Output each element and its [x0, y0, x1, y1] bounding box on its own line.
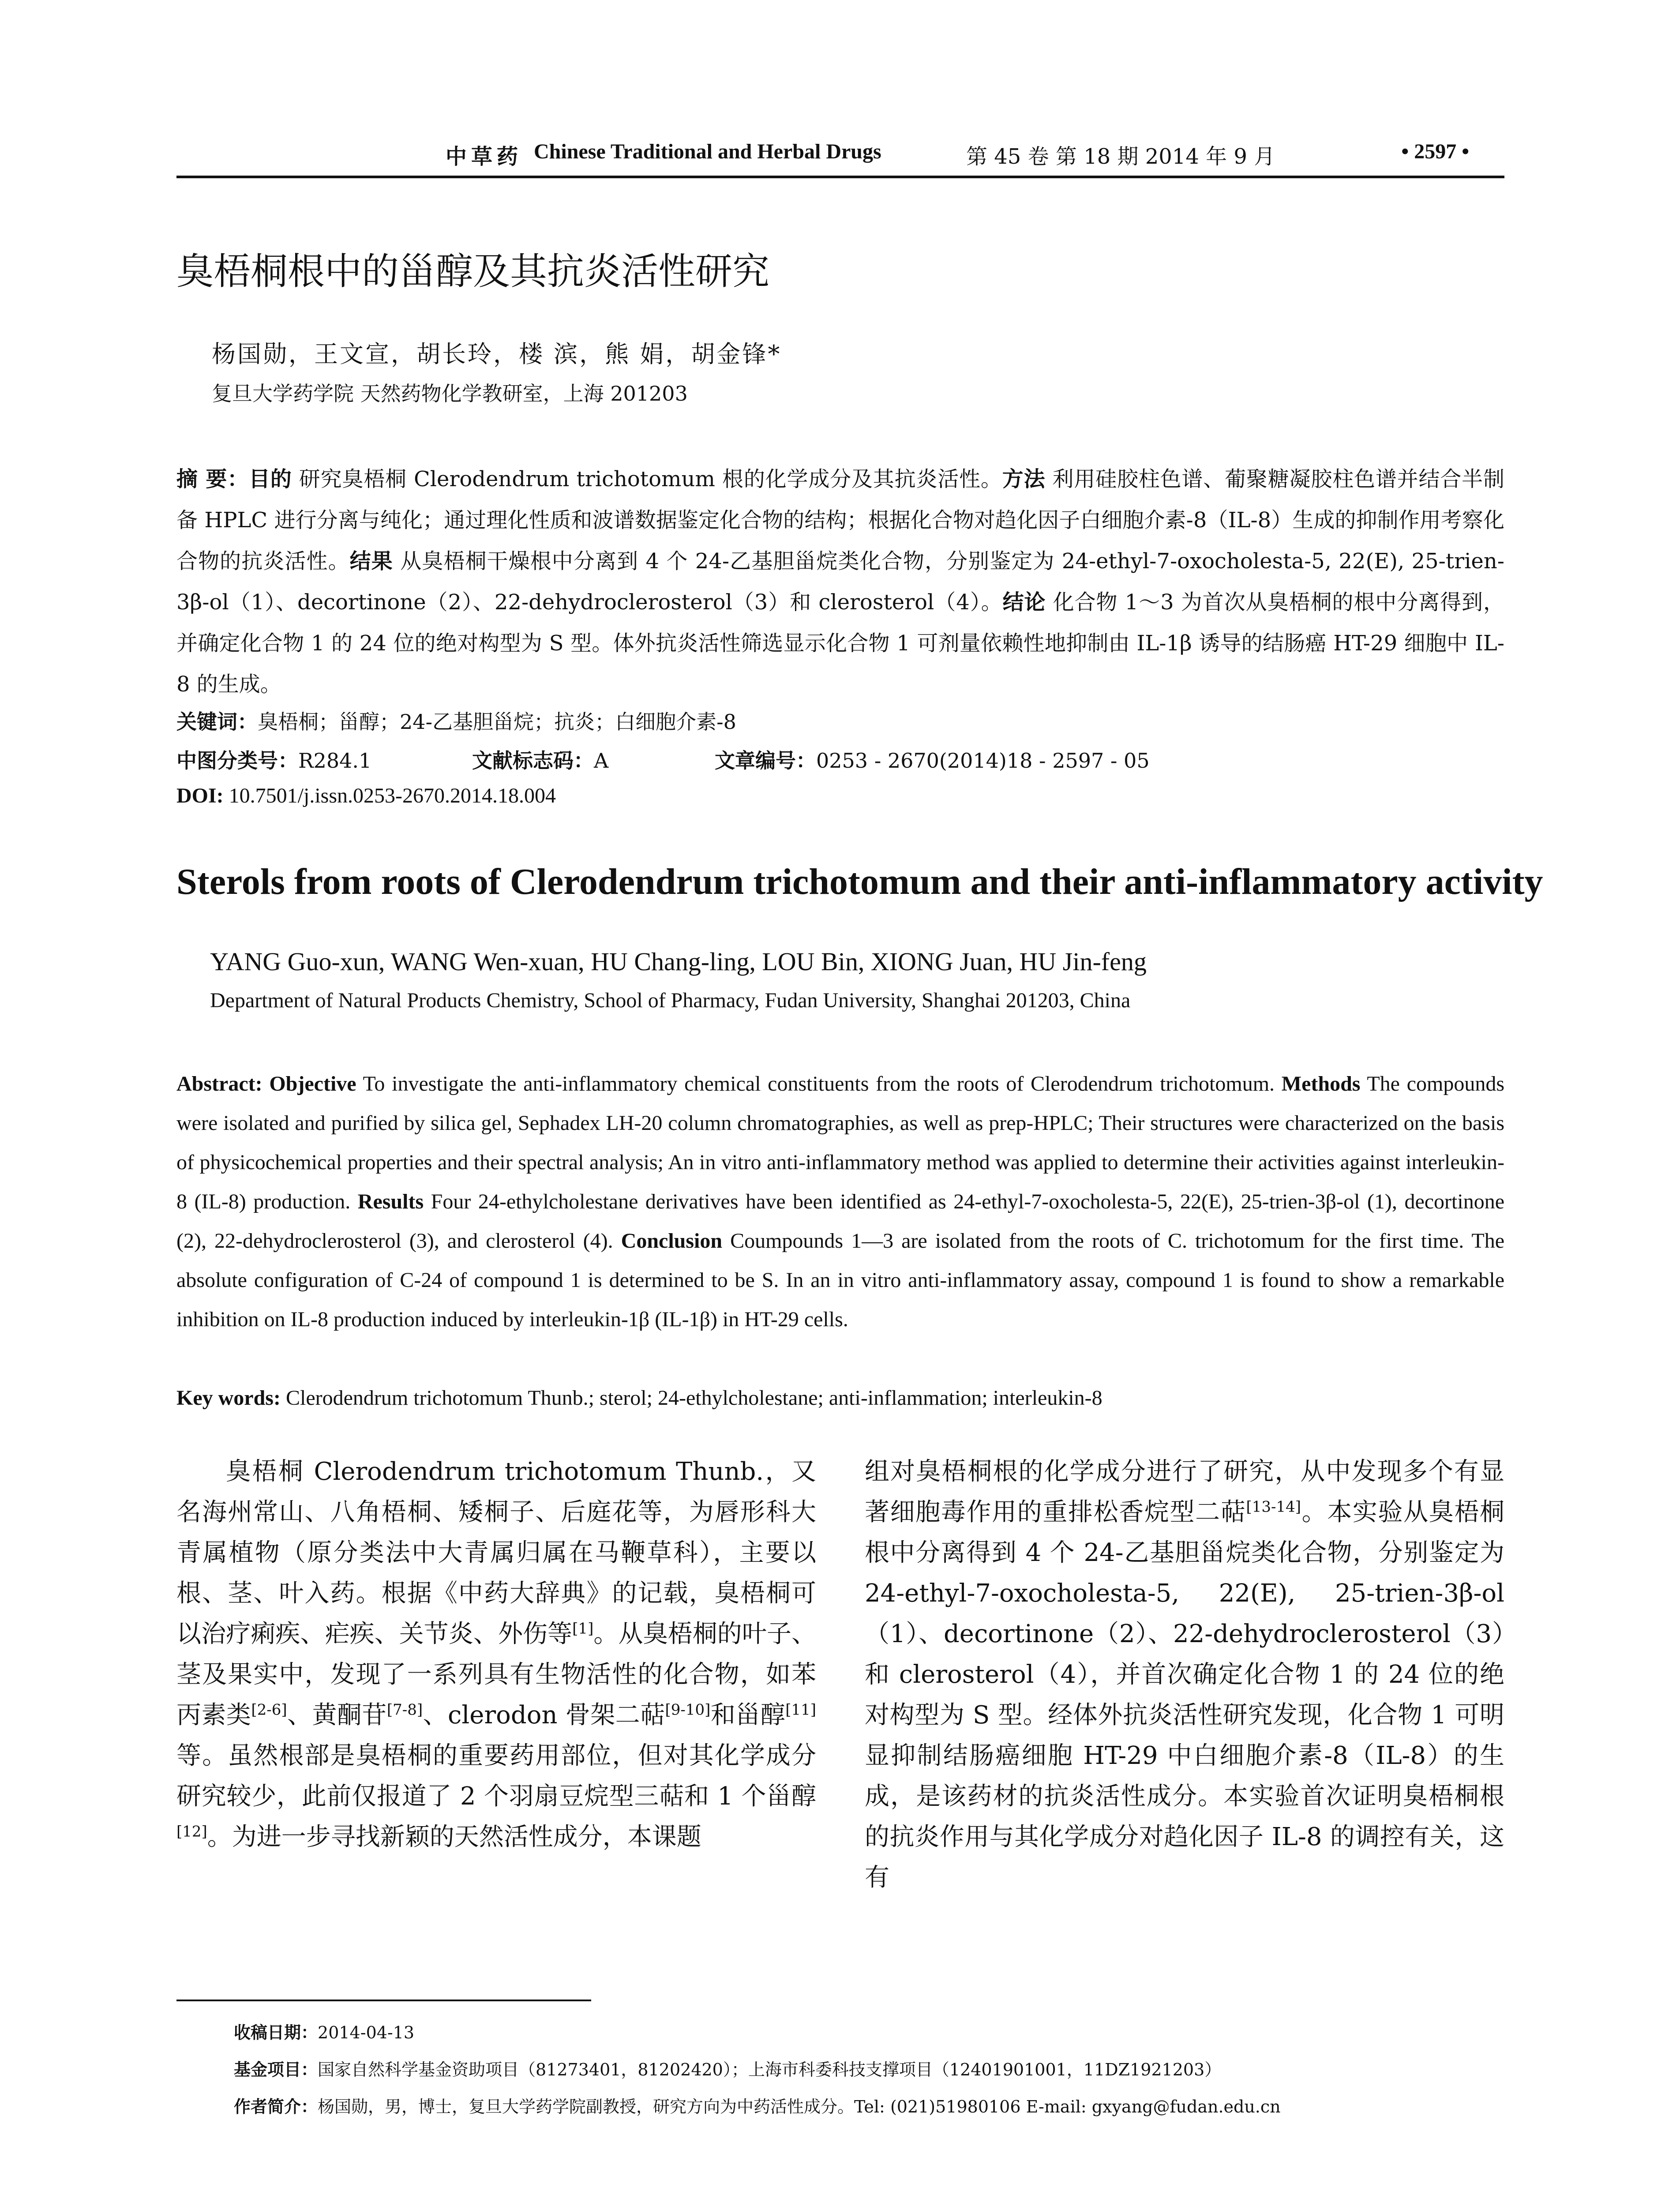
- classification-line: [176, 745, 1504, 774]
- body-text: 、黄酮苷: [287, 1701, 387, 1730]
- abstract-en-methods-label: Methods: [1281, 1072, 1361, 1095]
- keywords-en: [176, 1378, 1504, 1418]
- abstract-en: [176, 1064, 1504, 1339]
- abstract-cn-conclusion: 化合物 1～3 为首次从臭梧桐的根中分离得到，并确定化合物 1 的 24 位的绝对构型为 S 型。体外抗炎活性筛选显示化合物 1 可剂量依赖性地抑制由 IL-1β 诱导的结肠癌 HT-29 细胞中 IL-8 的生成。: [176, 590, 1504, 697]
- citation: [9-10]: [665, 1701, 711, 1719]
- affiliation-cn: 复旦大学药学院 天然药物化学教研室，上海 201203: [212, 382, 688, 405]
- body-text: 、clerodon 骨架二萜: [423, 1701, 665, 1730]
- abstract-en-conclusion-label: Conclusion: [621, 1229, 723, 1253]
- clc-label: 中图分类号：: [176, 749, 298, 773]
- footnote-label: 作者简介：: [234, 2097, 318, 2116]
- authors-en: YANG Guo-xun, WANG Wen-xuan, HU Chang-ling, LOU Bin, XIONG Juan, HU Jin-feng: [210, 947, 1147, 976]
- article-title-cn: 臭梧桐根中的甾醇及其抗炎活性研究: [176, 250, 770, 293]
- keywords-cn-label: 关键词：: [176, 710, 258, 734]
- footnote-label: 收稿日期：: [234, 2023, 318, 2042]
- body-text: 和甾醇: [710, 1701, 786, 1730]
- footnote-funding: [234, 2056, 1221, 2080]
- abstract-cn: [176, 459, 1504, 705]
- abstract-cn-methods-label: 方法: [1002, 467, 1046, 491]
- abstract-en-conclusion: Coumpounds 1—3 are isolated from the roots of C. trichotomum for the first time. The absolute configuration of C-24 of compound 1 is determined to be S. In an in vitro anti-inflammatory assay, compound 1 is found to show a remarkable inhibition on IL-8 production induced by interleukin-1β (IL-1β) in HT-29 cells.: [176, 1229, 1505, 1331]
- body-text: 臭梧桐 Clerodendrum trichotomum Thunb.，又名海州常山、八角梧桐、矮桐子、后庭花等，为唇形科大青属植物（原分类法中大青属归属在马鞭草科），主要以根、茎、叶入药。根据《中药大辞典》的记载，臭梧桐可以治疗痢疾、疟疾、关节炎、外伤等: [176, 1457, 816, 1648]
- doi-line: [176, 784, 556, 808]
- body-text: 组对臭梧桐根的化学成分进行了研究，从中发现多个有显著细胞毒作用的重排松香烷型二萜: [865, 1457, 1504, 1527]
- citation: [1]: [572, 1620, 594, 1638]
- body-column-right: [865, 1452, 1504, 1898]
- abstract-en-label: Abstract: Objective: [176, 1072, 356, 1095]
- body-column-left: [176, 1452, 816, 1857]
- footnote-text: 国家自然科学基金资助项目（81273401，81202420）；上海市科委科技支撑项目（12401901001，11DZ1921203）: [318, 2060, 1222, 2079]
- keywords-cn-text: 臭梧桐；甾醇；24-乙基胆甾烷；抗炎；白细胞介素-8: [258, 710, 736, 734]
- abstract-cn-results: 从臭梧桐干燥根中分离到 4 个 24-乙基胆甾烷类化合物，分别鉴定为 24-ethyl-7-oxocholesta-5, 22(E), 25-trien-3β-ol（1）、decortinone（2）、22-dehydroclerosterol（3）和 clerosterol（4）。: [176, 549, 1504, 615]
- article-no-value: 0253 - 2670(2014)18 - 2597 - 05: [816, 749, 1150, 773]
- article-title-en: Sterols from roots of Clerodendrum trichotomum and their anti-inflammatory activity: [176, 861, 1543, 902]
- journal-name-cn: 中草药: [446, 144, 523, 169]
- doc-code-value: A: [594, 749, 609, 773]
- clc-value: R284.1: [298, 749, 372, 773]
- abstract-en-objective: To investigate the anti-inflammatory chemical constituents from the roots of Clerodendrum trichotomum.: [356, 1072, 1275, 1095]
- affiliation-en: Department of Natural Products Chemistry, School of Pharmacy, Fudan University, Shanghai 201203, China: [210, 989, 1131, 1012]
- running-header: [176, 136, 1504, 171]
- abstract-cn-conclusion-label: 结论: [1002, 590, 1046, 615]
- abstract-en-results-label: Results: [357, 1190, 424, 1213]
- abstract-cn-results-label: 结果: [349, 549, 393, 574]
- abstract-cn-methods: 利用硅胶柱色谱、葡聚糖凝胶柱色谱并结合半制备 HPLC 进行分离与纯化；通过理化性质和波谱数据鉴定化合物的结构；根据化合物对趋化因子白细胞介素-8（IL-8）生成的抑制作用考察化合物的抗炎活性。: [176, 467, 1504, 574]
- authors-cn: 杨国勋，王文宣，胡长玲，楼 滨，熊 娟，胡金锋*: [212, 340, 782, 368]
- abstract-cn-label: 摘 要：目的: [176, 467, 292, 491]
- abstract-en-methods: The compounds were isolated and purified by silica gel, Sephadex LH-20 column chromatographies, as well as prep-HPLC; Their structures were characterized on the basis of physicochemical properties and their spectral analysis; An in vitro anti-inflammatory method was applied to determine their activities against interleukin-8 (IL-8) production.: [176, 1072, 1505, 1213]
- doc-code-label: 文献标志码：: [472, 749, 594, 773]
- journal-name-en: Chinese Traditional and Herbal Drugs: [534, 140, 881, 163]
- footnote-text: 2014-04-13: [318, 2023, 415, 2042]
- doi-value: 10.7501/j.issn.0253-2670.2014.18.004: [223, 784, 556, 807]
- citation: [13-14]: [1246, 1498, 1301, 1516]
- body-text: 。从臭梧桐的叶子、茎及果实中，发现了一系列具有生物活性的化合物，如苯丙素类: [176, 1620, 817, 1730]
- doi-label: DOI:: [176, 784, 224, 807]
- keywords-en-text: Clerodendrum trichotomum Thunb.; sterol; 24-ethylcholestane; anti-inflammation; interleukin-8: [280, 1386, 1102, 1410]
- abstract-cn-objective: 研究臭梧桐 Clerodendrum trichotomum 根的化学成分及其抗炎活性。: [292, 467, 1002, 491]
- citation: [12]: [176, 1823, 207, 1841]
- keywords-en-label: Key words:: [176, 1386, 281, 1410]
- volume-issue: 第 45 卷 第 18 期 2014 年 9 月: [966, 144, 1275, 169]
- body-text: 等。虽然根部是臭梧桐的重要药用部位，但对其化学成分研究较少，此前仅报道了 2 个羽扇豆烷型三萜和 1 个甾醇: [176, 1741, 816, 1811]
- header-divider: [176, 176, 1504, 178]
- citation: [7-8]: [386, 1701, 423, 1719]
- keywords-cn: [176, 706, 736, 735]
- abstract-en-results: Four 24-ethylcholestane derivatives have been identified as 24-ethyl-7-oxocholesta-5, 22(E), 25-trien-3β-ol (1), decortinone (2), 22-dehydroclerosterol (3), and clerosterol (4).: [176, 1190, 1505, 1253]
- citation: [2-6]: [251, 1701, 287, 1719]
- footnote-received: [234, 2019, 414, 2043]
- citation: [11]: [785, 1701, 817, 1719]
- body-text: 。为进一步寻找新颖的天然活性成分，本课题: [207, 1823, 701, 1851]
- footnote-divider: [176, 2000, 591, 2001]
- article-no-label: 文章编号：: [715, 749, 816, 773]
- footnote-author-bio: [234, 2093, 1281, 2117]
- body-text: 。本实验从臭梧桐根中分离得到 4 个 24-乙基胆甾烷类化合物，分别鉴定为 24-ethyl-7-oxocholesta-5, 22(E), 25-trien-3β-ol（1）、decortinone（2）、22-dehydroclerosterol（3）和 clerosterol（4），并首次确定化合物 1 的 24 位的绝对构型为 S 型。经体外抗炎活性研究发现，化合物 1 可明显抑制结肠癌细胞 HT-29 中白细胞介素-8（IL-8）的生成，是该药材的抗炎活性成分。本实验首次证明臭梧桐根的抗炎作用与其化学成分对趋化因子 IL-8 的调控有关，这有: [865, 1498, 1505, 1892]
- page-number: • 2597 •: [1401, 140, 1469, 163]
- footnote-label: 基金项目：: [234, 2060, 318, 2079]
- footnote-text: 杨国勋，男，博士，复旦大学药学院副教授，研究方向为中药活性成分。Tel: (021)51980106 E-mail: gxyang@fudan.edu.cn: [318, 2097, 1281, 2116]
